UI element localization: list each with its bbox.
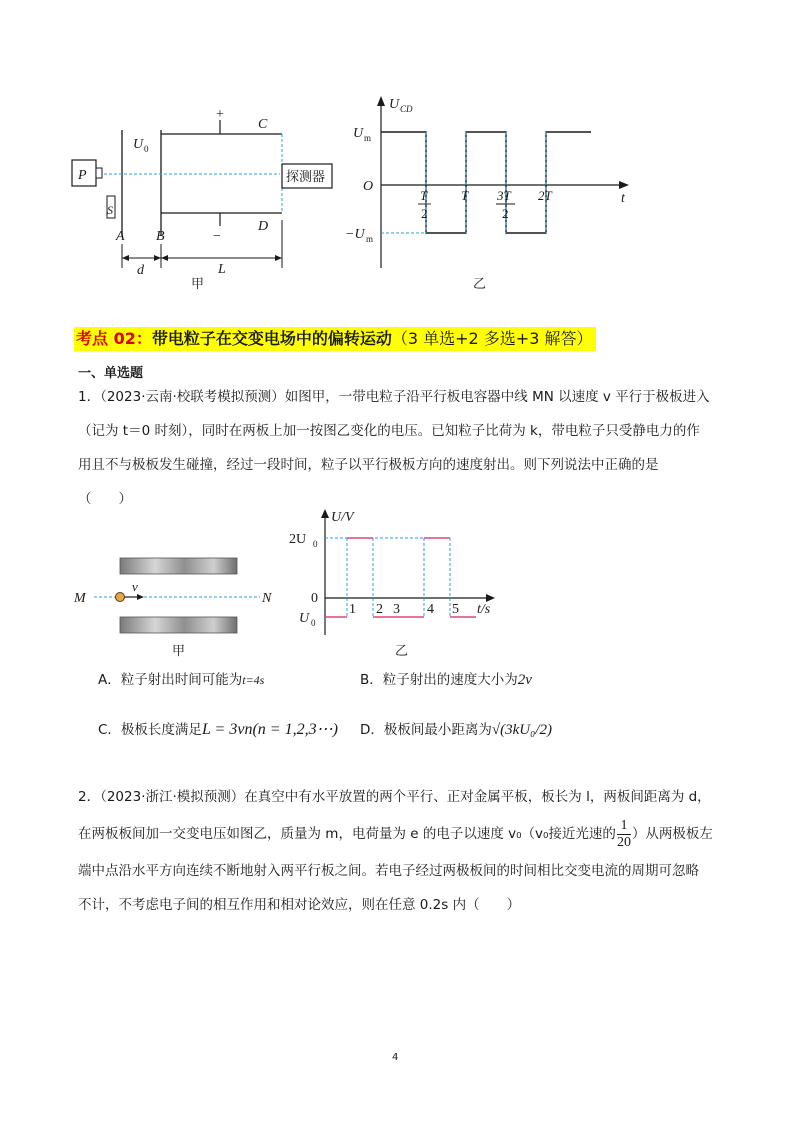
label-b: B [156,229,165,244]
label-d-dist: d [137,263,144,278]
svg-text:m: m [364,133,372,143]
lower-plate [120,617,237,633]
svg-text:0: 0 [311,618,316,628]
label-m: M [74,591,86,606]
label-neg-u0: U [299,611,310,626]
caption-yi-top: 乙 [473,277,487,292]
label-neg-um: −U [345,227,365,242]
label-detector: 探测器 [286,170,326,185]
label-s: S [107,203,113,217]
label-t-axis: t [621,191,625,206]
page-number: 4 [392,1052,399,1063]
subheading-single-choice: 一、单选题 [78,366,144,381]
label-a: A [116,229,125,244]
tick-label-3: 3 [393,602,400,617]
upper-plate [120,558,237,574]
section-heading: 考点 02：带电粒子在交变电场中的偏转运动（3 单选+2 多选+3 解答） [74,327,596,351]
label-p: P [78,168,87,183]
caption-q1-yi: 乙 [395,644,409,659]
fraction-1-20: $\frac{1}{20}$ [616,817,631,850]
caption-q1-jia: 甲 [172,644,186,659]
label-u-axis: U/V [331,510,354,525]
label-zero: 0 [311,591,318,606]
tick-t-half: T [420,188,428,203]
label-d-plate: D [258,219,269,234]
svg-text:CD: CD [400,104,413,114]
label-um: U [353,126,364,141]
label-u0: U [133,137,144,152]
label-n: N [262,591,272,606]
option-d[interactable]: D．极板间最小距离为√(3kU₀/2) [360,722,553,738]
label-c: C [258,117,268,132]
tick-label-2: 2 [376,602,383,617]
option-c[interactable]: C．极板长度满足L = 3vn(n = 1,2,3⋯) [98,721,338,738]
q1-figure-yi [285,505,510,660]
tick-2t: 2T [538,188,552,203]
label-plus: + [216,107,224,122]
label-v: v [132,579,138,594]
label-o: O [363,179,374,194]
tick-3t-half: 3T [497,188,511,203]
figure-square-wave-yi [345,90,635,300]
tick-label-4: 4 [427,602,434,617]
svg-text:2: 2 [502,206,509,221]
label-l: L [218,262,226,277]
caption-jia-top: 甲 [191,277,205,292]
figure-capacitor-jia [60,90,350,300]
label-ucd: U [389,97,400,112]
tick-label-5: 5 [452,602,459,617]
question-1: 1．（2023·云南·校联考模拟预测）如图甲，一带电粒子沿平行板电容器中线 MN 以速度 v 平行于极板进入 （记为 t＝0 时刻），同时在两板上加一按图乙变化的电压。已知粒子比荷为 k，带电粒子只受静电力的作 用且不与极板发生碰撞，经过一段时间，粒子以平行极板方向的速度射出。则下列说法中正确的是 （ ） [78,389,710,507]
tick-t: T [461,188,469,203]
svg-text:2: 2 [421,206,428,221]
question-2: 2．（2023·浙江·模拟预测）在真空中有水平放置的两个平行、正对金属平板，板长为 l，两板间距离为 d， 在两板板间加一交变电压如图乙，质量为 m，电荷量为 e 的电子以速度 v₀（v₀接近光速的 $\frac{1}{20}$ ）从两极板左 端中点沿水平方向连续不断地射入两平行板之间。若电子经过两极板间的时间相比交变电流的周期可忽略 不计，不考虑电子间的相互作用和相对论效应，则在任意 0.2s 内（ ） [78,789,713,913]
label-minus: − [213,229,221,244]
q1-figure-jia [60,545,300,660]
svg-text:0: 0 [144,144,149,154]
square-wave [381,132,591,233]
svg-text:0: 0 [313,539,318,549]
option-a[interactable]: A．粒子射出时间可能为t=4s [98,672,265,688]
charged-particle [116,593,125,602]
svg-text:m: m [366,234,374,244]
label-t-s: t/s [477,602,491,617]
tick-label-1: 1 [349,602,356,617]
label-2u0: 2U [289,532,307,547]
option-b[interactable]: B．粒子射出的速度大小为2v [360,672,532,688]
